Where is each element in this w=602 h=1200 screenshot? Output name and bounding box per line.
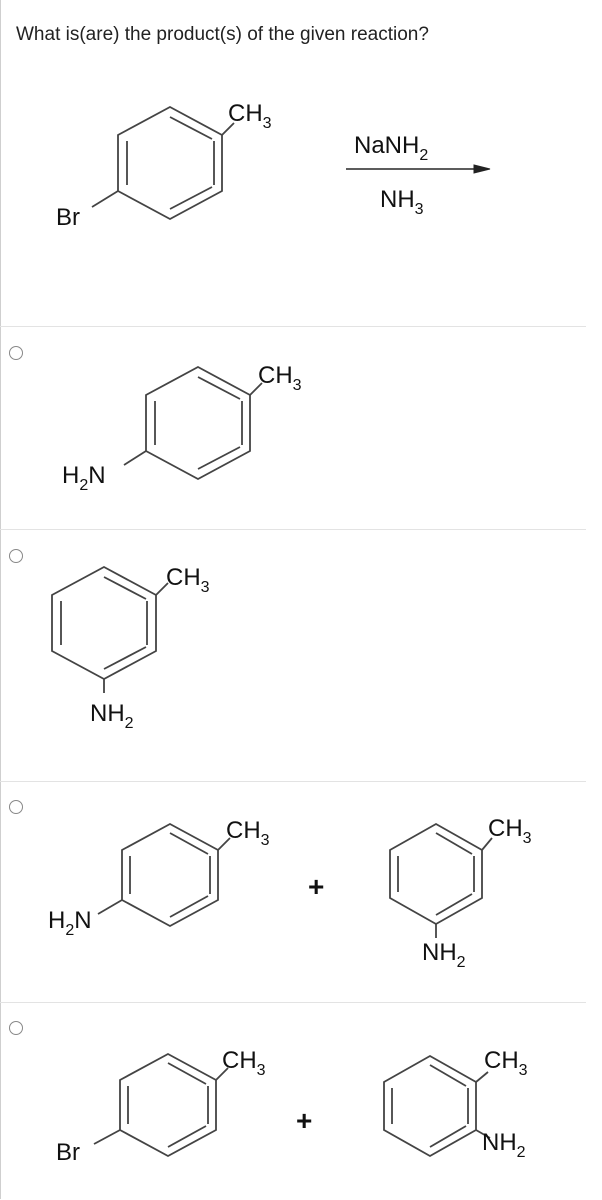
reactant-ch3-label: $CH_3$ [228,100,272,132]
option-1-structure [0,355,602,515]
option-4-ch3-label-b: $CH_3$ [484,1047,528,1079]
reactant-ring [118,107,222,219]
divider-3 [0,781,586,782]
option-4-br-label: Br [56,1139,80,1166]
option-4-ch3-label-a: $CH_3$ [222,1047,266,1079]
option-3-h2n-label: $H_2N$ [48,907,92,939]
option-3-plus: + [308,871,325,902]
question-text: What is(are) the product(s) of the given reaction? [16,24,429,45]
divider-2 [0,529,586,530]
option-2-nh2-label: $NH_2$ [90,700,134,732]
option-1-h2n-label: $H_2N$ [62,462,106,494]
option-4-structure [0,1030,602,1200]
option-1-ch3-label: $CH_3$ [258,362,302,394]
divider-1 [0,326,586,327]
option-3-ch3-label-b: $CH_3$ [488,815,532,847]
option-4-nh2-label: $NH_2$ [482,1129,526,1161]
option-3-nh2-label: $NH_2$ [422,939,466,971]
reagent-bottom-label: $NH_3$ [380,186,424,218]
reactant-br-label: Br [56,204,80,231]
option-4-plus: + [296,1105,313,1136]
reaction-scheme [0,95,602,255]
reagent-top-label: NaNH$_2$ [354,132,429,164]
divider-4 [0,1002,586,1003]
option-3-structure [0,810,602,970]
option-3-ch3-label-a: $CH_3$ [226,817,270,849]
option-2-ch3-label: $CH_3$ [166,564,210,596]
option-2-structure [0,555,602,755]
